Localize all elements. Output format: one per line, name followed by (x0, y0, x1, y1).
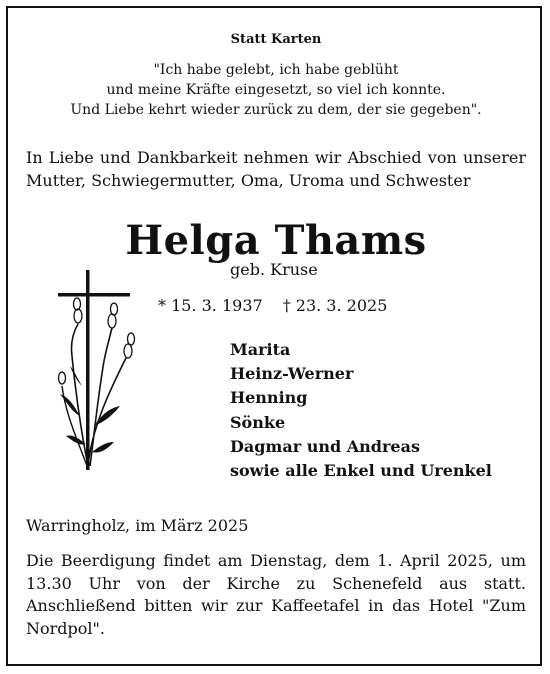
mourner-name: Heinz-Werner (230, 364, 354, 384)
mourner-name: Marita (230, 340, 291, 359)
farewell-text: In Liebe und Dankbarkeit nehmen wir Abschied von unserer Mutter, Schwiegermutter, Oma, Uroma und Schwester (26, 148, 526, 190)
mourner-name: Dagmar und Andreas (230, 436, 420, 456)
quote-line: "Ich habe gelebt, ich habe geblüht (153, 62, 399, 78)
mourner-name: Sönke (230, 412, 286, 432)
deceased-name: Helga Thams (125, 217, 427, 264)
cross-with-wheat-icon (52, 266, 142, 476)
mourner-name: Henning (230, 388, 308, 408)
quote-line: Und Liebe kehrt wieder zurück zu dem, der sie gegeben". (70, 102, 482, 118)
memorial-quote (8, 60, 544, 120)
obituary-card (6, 6, 542, 666)
death-date: † 23. 3. 2025 (282, 296, 388, 315)
place-and-date: Warringholz, im März 2025 (26, 516, 249, 535)
statt-karten-heading: Statt Karten (230, 32, 322, 47)
mourner-name: sowie alle Enkel und Urenkel (230, 461, 492, 481)
birth-date: * 15. 3. 1937 (158, 296, 263, 315)
maiden-name: geb. Kruse (230, 260, 318, 279)
life-dates (158, 296, 387, 315)
quote-line: und meine Kräfte eingesetzt, so viel ich konnte. (106, 82, 446, 98)
funeral-notice: Die Beerdigung findet am Dienstag, dem 1. April 2025, um 13.30 Uhr von der Kirche zu Schenefeld aus statt. Anschließend bitten wir zur Kaffeetafel in das Hotel "Zum Nordpol". (26, 551, 526, 638)
mourners-list (230, 338, 492, 483)
